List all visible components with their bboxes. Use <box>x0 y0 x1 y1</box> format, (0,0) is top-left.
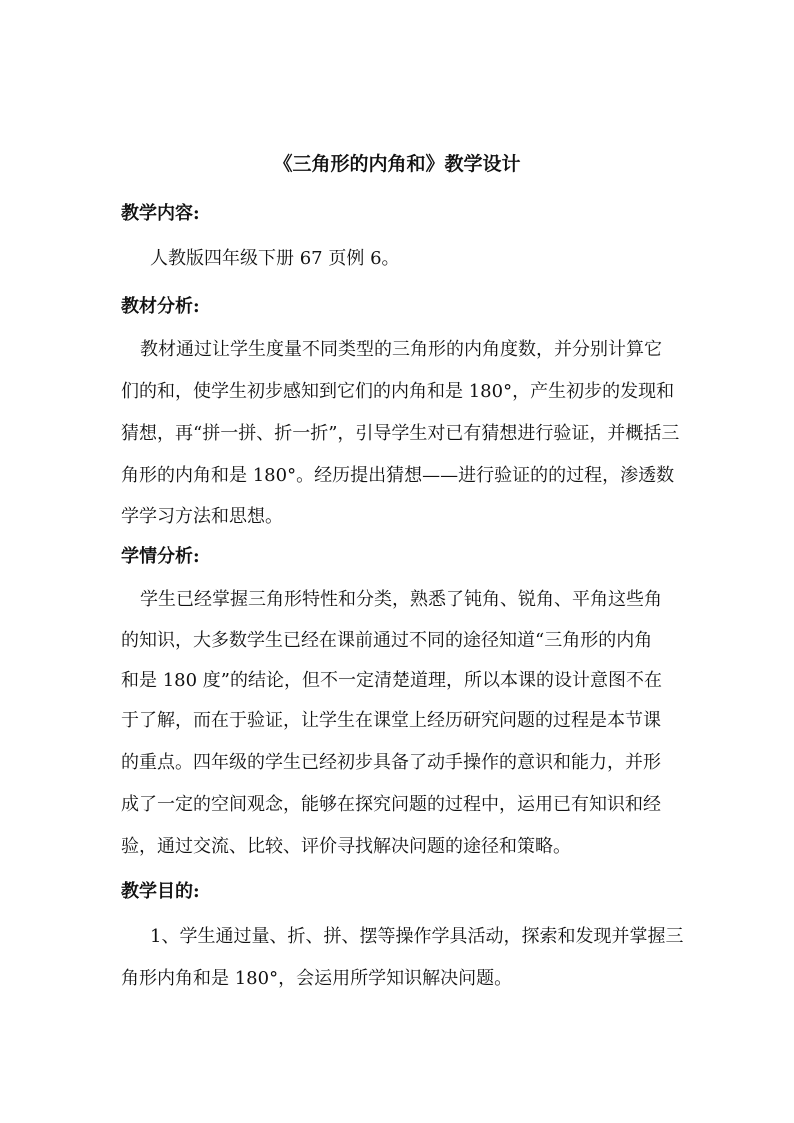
document-title: 《三角形的内角和》教学设计 <box>273 153 521 175</box>
paragraph-line: 验，通过交流、比较、评价寻找解决问题的途径和策略。 <box>121 836 571 857</box>
paragraph-line: 的知识，大多数学生已经在课前通过不同的途径知道“三角形的内角 <box>121 630 653 651</box>
paragraph-line: 学学习方法和思想。 <box>121 506 283 527</box>
paragraph-line: 学生已经掌握三角形特性和分类，熟悉了钝角、锐角、平角这些角 <box>140 589 662 610</box>
paragraph-line: 于了解，而在于验证，让学生在课堂上经历研究问题的过程是本节课 <box>121 710 661 731</box>
section-heading-teaching-goals: 教学目的: <box>121 881 200 902</box>
paragraph-line: 的重点。四年级的学生已经初步具备了动手操作的意识和能力，并形 <box>121 752 661 773</box>
section-heading-student-analysis: 学情分析: <box>121 546 200 567</box>
paragraph-line: 角形的内角和是 180°。经历提出猜想——进行验证的的过程，渗透数 <box>121 465 675 486</box>
paragraph-line: 角形内角和是 180°，会运用所学知识解决问题。 <box>121 968 513 989</box>
section-heading-textbook-analysis: 教材分析: <box>121 296 200 317</box>
paragraph-line: 们的和，使学生初步感知到它们的内角和是 180°，产生初步的发现和 <box>121 381 675 402</box>
paragraph-line: 人教版四年级下册 67 页例 6。 <box>150 248 400 269</box>
paragraph-line: 猜想，再“拼一拼、折一折”，引导学生对已有猜想进行验证，并概括三 <box>121 423 680 444</box>
paragraph-line: 成了一定的空间观念，能够在探究问题的过程中，运用已有知识和经 <box>121 794 661 815</box>
paragraph-line: 和是 180 度”的结论，但不一定清楚道理，所以本课的设计意图不在 <box>121 670 662 691</box>
paragraph-line: 教材通过让学生度量不同类型的三角形的内角度数，并分别计算它 <box>140 339 662 360</box>
section-heading-content: 教学内容: <box>121 203 200 224</box>
paragraph-line: 1、学生通过量、折、拼、摆等操作学具活动，探索和发现并掌握三 <box>150 926 684 947</box>
